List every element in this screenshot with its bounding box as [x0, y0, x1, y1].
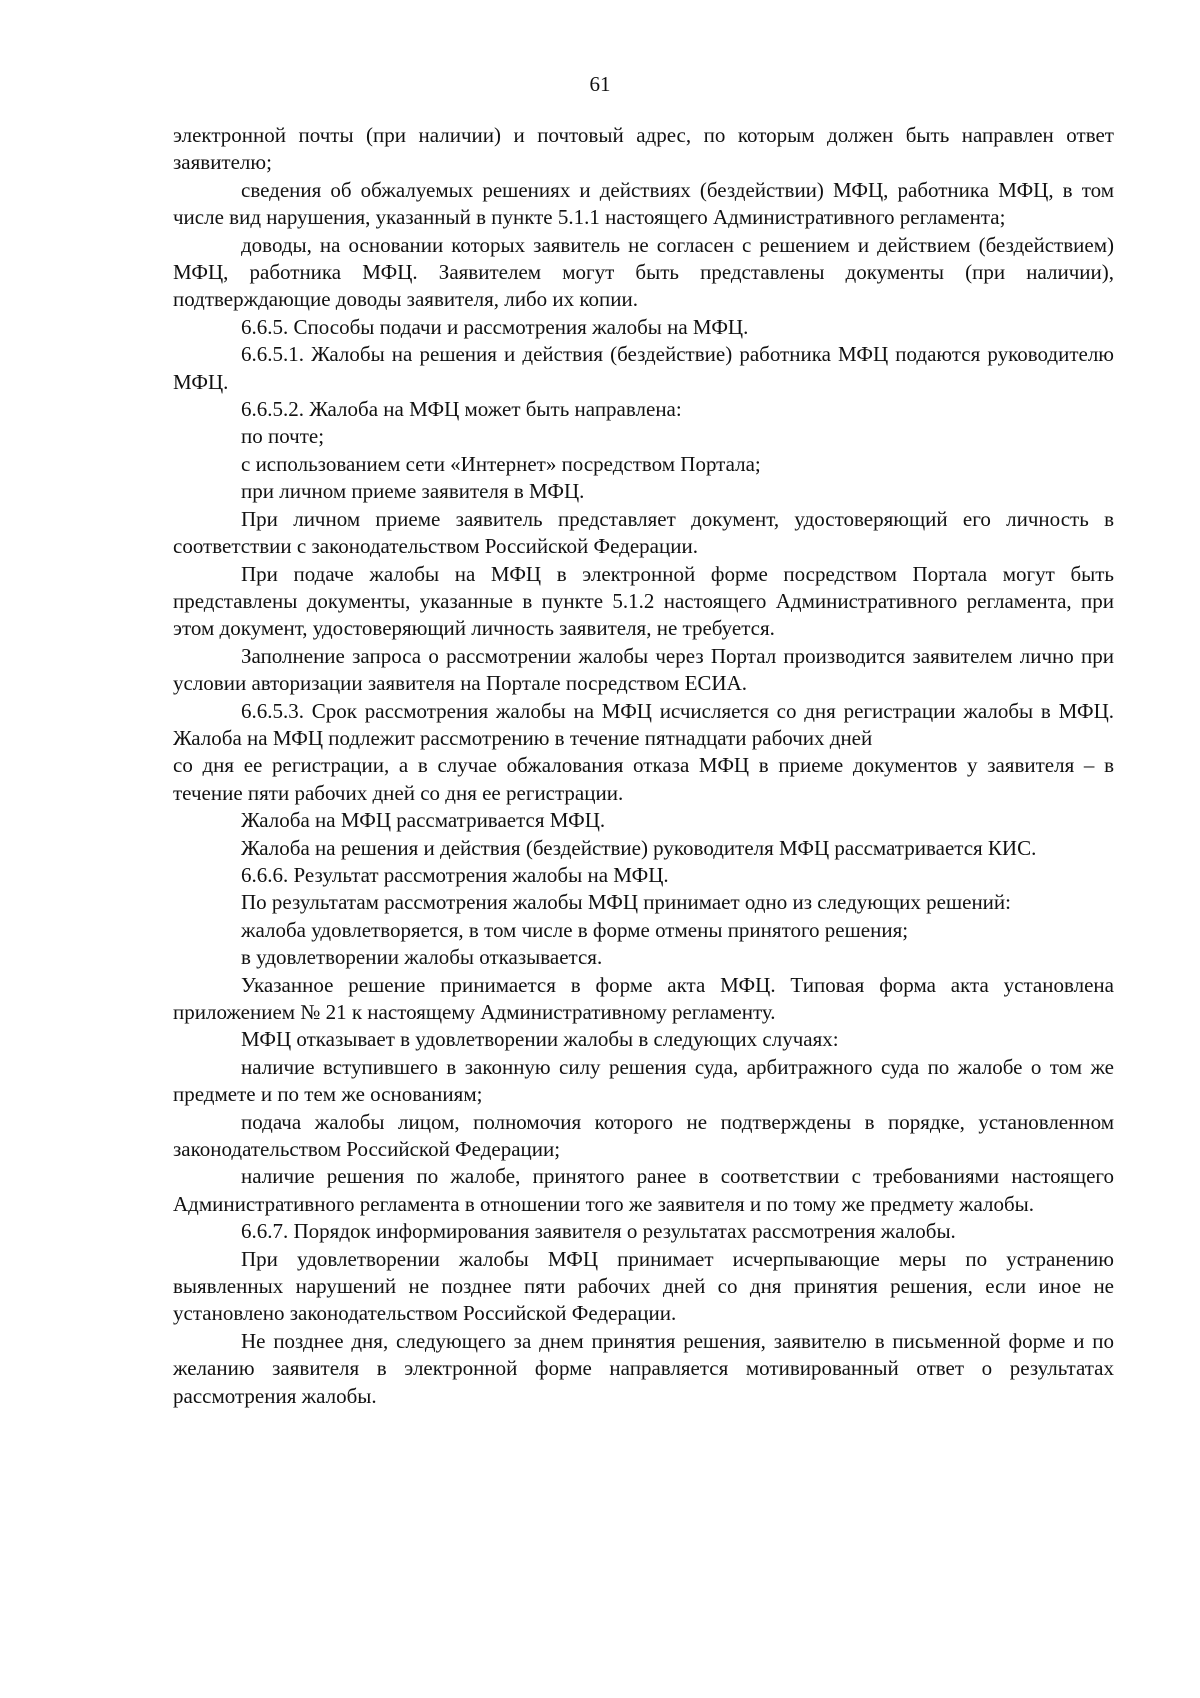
paragraph: По результатам рассмотрения жалобы МФЦ принимает одно из следующих решений:: [241, 890, 1011, 915]
paragraph: При личном приеме заявитель представляет документ, удостоверяющий его личность в соответствии с законодательством Российской Федерации.: [173, 506, 1114, 559]
section-heading: 6.6.7. Порядок информирования заявителя о результатах рассмотрения жалобы.: [241, 1219, 956, 1244]
paragraph: Указанное решение принимается в форме акта МФЦ. Типовая форма акта установлена приложением № 21 к настоящему Административному регламенту.: [173, 972, 1114, 1024]
paragraph: При удовлетворении жалобы МФЦ принимает исчерпывающие меры по устранению выявленных нарушений не позднее пяти рабочих дней со дня принятия решения, если иное не установлено законодательством Российской Федерации.: [173, 1246, 1114, 1326]
list-item: наличие вступившего в законную силу решения суда, арбитражного суда по жалобе о том же предмете и по тем же основаниям;: [173, 1054, 1114, 1107]
document-body: [173, 122, 1114, 1410]
paragraph: Жалоба на решения и действия (бездействие) руководителя МФЦ рассматривается КИС.: [241, 835, 1037, 860]
paragraph: МФЦ отказывает в удовлетворении жалобы в следующих случаях:: [241, 1027, 839, 1052]
list-item: по почте;: [241, 424, 325, 449]
paragraph: электронной почты (при наличии) и почтовый адрес, по которым должен быть направлен ответ заявителю;: [173, 123, 1114, 175]
list-item: в удовлетворении жалобы отказывается.: [241, 945, 603, 970]
paragraph: Заполнение запроса о рассмотрении жалобы через Портал производится заявителем лично при условии авторизации заявителя на Портале посредством ЕСИА.: [173, 643, 1114, 696]
paragraph: 6.6.5.2. Жалоба на МФЦ может быть направлена:: [241, 397, 682, 422]
paragraph: со дня ее регистрации, а в случае обжалования отказа МФЦ в приеме документов у заявителя – в течение пяти рабочих дней со дня ее регистрации.: [173, 753, 1114, 805]
paragraph: Жалоба на МФЦ рассматривается МФЦ.: [241, 808, 606, 833]
paragraph: 6.6.5.3. Срок рассмотрения жалобы на МФЦ исчисляется со дня регистрации жалобы в МФЦ. Жалоба на МФЦ подлежит рассмотрению в течение пятнадцати рабочих дней: [173, 698, 1114, 750]
section-heading: 6.6.6. Результат рассмотрения жалобы на МФЦ.: [241, 862, 669, 887]
paragraph: Не позднее дня, следующего за днем принятия решения, заявителю в письменной форме и по желанию заявителя в электронной форме направляется мотивированный ответ о результатах рассмотрения жалобы.: [173, 1328, 1114, 1408]
paragraph: 6.6.5.1. Жалобы на решения и действия (бездействие) работника МФЦ подаются руководителю МФЦ.: [173, 342, 1114, 394]
page-number: 61: [589, 72, 611, 96]
list-item: при личном приеме заявителя в МФЦ.: [241, 479, 585, 504]
list-item: подача жалобы лицом, полномочия которого не подтверждены в порядке, установленном законодательством Российской Федерации;: [173, 1109, 1114, 1162]
paragraph: доводы, на основании которых заявитель не согласен с решением и действием (бездействием) МФЦ, работника МФЦ. Заявителем могут быть представлены документы (при наличии), подтверждающие доводы заявителя, либо их копии.: [173, 232, 1114, 312]
list-item: жалоба удовлетворяется, в том числе в форме отмены принятого решения;: [241, 917, 909, 942]
section-heading: 6.6.5. Способы подачи и рассмотрения жалобы на МФЦ.: [241, 314, 749, 339]
paragraph: При подаче жалобы на МФЦ в электронной форме посредством Портала могут быть представлены документы, указанные в пункте 5.1.2 настоящего Административного регламента, при этом документ, удостоверяющий личность заявителя, не требуется.: [173, 561, 1114, 641]
paragraph: сведения об обжалуемых решениях и действиях (бездействии) МФЦ, работника МФЦ, в том числе вид нарушения, указанный в пункте 5.1.1 настоящего Административного регламента;: [173, 177, 1114, 230]
list-item: с использованием сети «Интернет» посредством Портала;: [241, 451, 761, 476]
list-item: наличие решения по жалобе, принятого ранее в соответствии с требованиями настоящего Административного регламента в отношении того же заявителя и по тому же предмету жалобы.: [173, 1164, 1114, 1216]
